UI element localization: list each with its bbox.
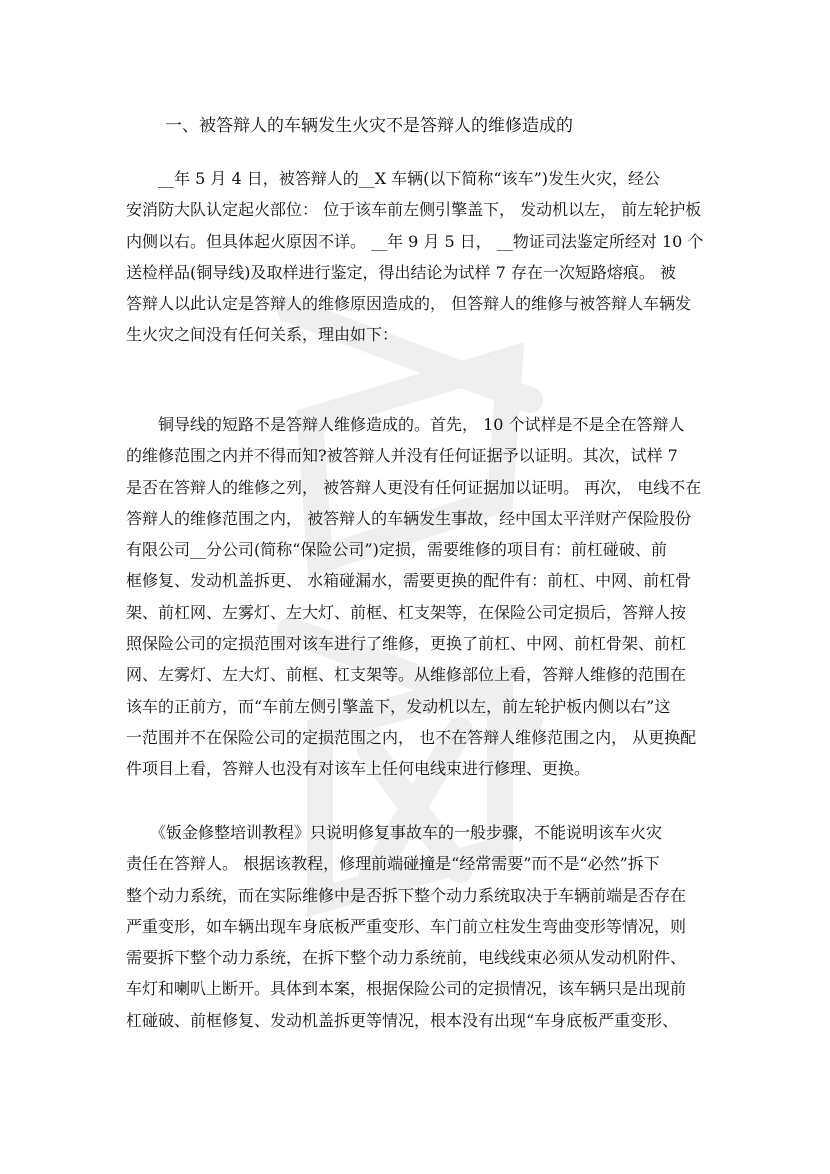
paragraph-line: 件项目上看，答辩人也没有对该车上任何电线束进行修理、更换。 — [126, 759, 591, 779]
paragraph-line: 安消防大队认定起火部位： 位于该车前左侧引擎盖下， 发动机以左， 前左轮护板 — [126, 200, 702, 220]
paragraph-line: 的维修范围之内并不得而知?被答辩人并没有任何证据予以证明。其次，试样 7 — [126, 446, 678, 466]
paragraph-line: 铜导线的短路不是答辩人维修造成的。首先， 10 个试样是不是全在答辩人 — [126, 415, 685, 434]
paragraph-2 — [126, 409, 706, 785]
paragraph-line: 车灯和喇叭上断开。具体到本案，根据保险公司的定损情况，该车辆只是出现前 — [126, 979, 687, 999]
paragraph-line: 是否在答辩人的维修之列， 被答辩人更没有任何证据加以证明。 再次， 电线不在 — [126, 477, 702, 497]
paragraph-line: 框修复、发动机盖拆更、 水箱碰漏水，需要更换的配件有：前杠、中网、前杠骨 — [126, 571, 692, 591]
paragraph-3 — [126, 817, 706, 1036]
paragraph-line: 送检样品(铜导线)及取样进行鉴定，得出结论为试样 7 存在一次短路熔痕。 被 — [126, 262, 676, 282]
paragraph-line: 架、前杠网、左雾灯、左大灯、前框、杠支架等，在保险公司定损后，答辩人按 — [126, 602, 687, 622]
paragraph-line: 杠碰破、前框修复、发动机盖拆更等情况，根本没有出现“车身底板严重变形、 — [126, 1010, 679, 1030]
paragraph-line: 该车的正前方，而“车前左侧引擎盖下，发动机以左，前左轮护板内侧以右”这 — [126, 696, 671, 716]
paragraph-line: 责任在答辩人。 根据该教程，修理前端碰撞是“经常需要”而不是“必然”拆下 — [126, 854, 660, 874]
paragraph-line: 严重变形，如车辆出现车身底板严重变形、车门前立柱发生弯曲变形等情况，则 — [126, 916, 687, 936]
paragraph-line: 一范围并不在保险公司的定损范围之内， 也不在答辩人维修范围之内， 从更换配 — [126, 727, 697, 747]
paragraph-line: 内侧以右。但具体起火原因不详。 __年 9 月 5 日， __物证司法鉴定所经对 10 个 — [126, 231, 704, 251]
paragraph-line: 《钣金修整培训教程》只说明修复事故车的一般步骤，不能说明该车火灾 — [126, 823, 663, 842]
paragraph-line: 生火灾之间没有任何关系，理由如下： — [126, 325, 399, 345]
paragraph-line: 答辩人以此认定是答辩人的维修原因造成的， 但答辩人的维修与被答辩人车辆发 — [126, 294, 692, 314]
paragraph-line: 照保险公司的定损范围对该车进行了维修，更换了前杠、中网、前杠骨架、前杠 — [126, 634, 687, 654]
paragraph-line: 网、左雾灯、左大灯、前框、杠支架等。从维修部位上看，答辩人维修的范围在 — [126, 665, 687, 685]
paragraph-line: 整个动力系统，而在实际维修中是否拆下整个动力系统取决于车辆前端是否存在 — [126, 885, 687, 905]
paragraph-line: __年 5 月 4 日，被答辩人的__X 车辆(以下简称“该车”)发生火灾，经公 — [126, 169, 661, 188]
paragraph-line: 需要拆下整个动力系统，在拆下整个动力系统前，电线线束必须从发动机附件、 — [126, 948, 687, 968]
paragraph-1 — [126, 163, 706, 351]
section-heading: 一、被答辩人的车辆发生火灾不是答辩人的维修造成的 — [165, 116, 573, 136]
paragraph-line: 有限公司__分公司(简称“保险公司”)定损，需要维修的项目有：前杠碰破、前 — [126, 540, 667, 560]
paragraph-line: 答辩人的维修范围之内， 被答辩人的车辆发生事故，经中国太平洋财产保险股份 — [126, 508, 692, 528]
